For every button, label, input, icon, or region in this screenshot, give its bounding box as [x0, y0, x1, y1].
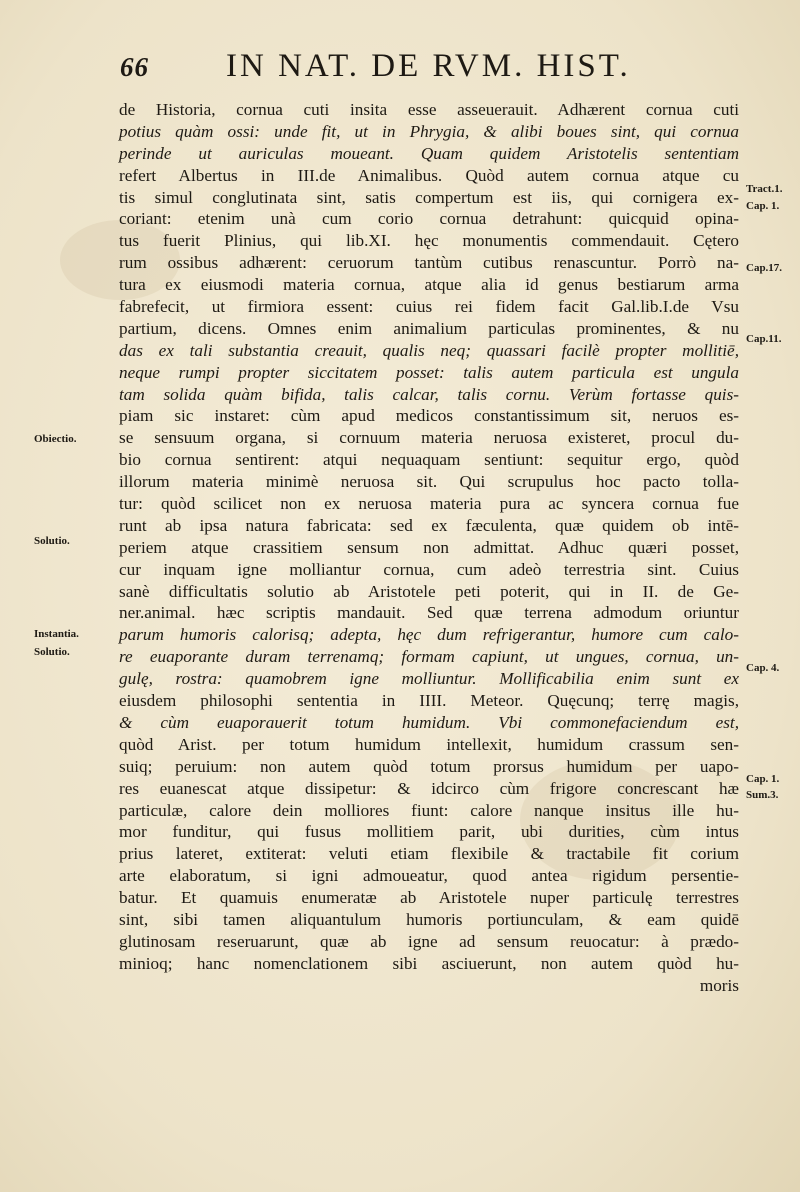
text-line: de Historia, cornua cuti insita esse asseuerauit. Adhærent cornua cuti	[119, 100, 739, 119]
text-line: re euaporante duram terrenamq; formam capiunt, ut ungues, cornua, un-	[119, 647, 739, 667]
text-line: runt ab ipsa natura fabricata: sed ex fæculenta, quæ quidem ob intē-	[119, 515, 739, 535]
margin-note-left: Instantia.	[34, 628, 79, 640]
margin-note-right: Cap.17.	[746, 262, 783, 274]
text-line: tus fuerit Plinius, qui lib.XI. hęc monumentis commendauit. Cętero	[119, 231, 739, 251]
text-line: particulæ, calore dein molliores fiunt: calore nanque insitus ille hu-	[119, 800, 739, 820]
text-line: se sensuum organa, si cornuum materia neruosa existeret, procul du-	[119, 428, 739, 448]
text-line: minioq; hanc nomenclationem sibi asciuerunt, non autem quòd hu-	[119, 953, 739, 973]
text-line: neque rumpi propter siccitatem posset: talis autem particula est ungula	[119, 362, 739, 382]
text-line: tura ex eiusmodi materia cornua, atque alia id genus bestiarum arma	[119, 275, 739, 295]
text-line: das ex tali substantia creauit, qualis neq; quassari facilè propter mollitiē,	[119, 340, 739, 360]
text-line: perinde ut auriculas moueant. Quam quidem Aristotelis sententiam	[119, 143, 739, 163]
text-line: periem atque crassitiem sensum non admittat. Adhuc quæri posset,	[119, 537, 739, 557]
margin-note-right: Sum.3.	[746, 789, 779, 801]
text-line: quòd Arist. per totum humidum intellexit, humidum crassum sen-	[119, 734, 739, 754]
text-line: mor funditur, qui fusus mollitiem parit, ubi durities, cùm intus	[119, 822, 739, 842]
text-line: coriant: etenim unà cum corio cornua detrahunt: quicquid opina-	[119, 209, 739, 229]
text-line: suiq; peruium: non autem quòd totum prorsus humidum per uapo-	[119, 756, 739, 776]
text-line: eiusdem philosophi sententia in IIII. Meteor. Quęcunq; terrę magis,	[119, 691, 739, 711]
text-line: rum ossibus adhærent: ceruorum tantùm cutibus renascuntur. Porrò na-	[119, 253, 739, 273]
text-line: gulę, rostra: quamobrem igne molliuntur. Mollificabilia enim sunt ex	[119, 669, 739, 689]
text-line: res euanescat atque dissipetur: & idcirco cùm frigore concrescant hæ	[119, 778, 739, 798]
text-line: prius lateret, extiterat: veluti etiam flexibile & tractabile fit corium	[119, 844, 739, 864]
text-line: sanè difficultatis solutio ab Aristotele peti poterit, qui in II. de Ge-	[119, 581, 739, 601]
text-line: & cùm euaporauerit totum humidum. Vbi commonefaciendum est,	[119, 712, 739, 732]
text-line: partium, dicens. Omnes enim animalium particulas prominentes, & nu	[119, 318, 739, 338]
margin-note-left: Solutio.	[34, 535, 70, 547]
margin-note-left: Solutio.	[34, 646, 70, 658]
text-line: sint, sibi tamen aliquantulum humoris portiunculam, & eam quidē	[119, 909, 739, 929]
text-line: refert Albertus in III.de Animalibus. Quòd autem cornua atque cu	[119, 165, 739, 185]
body-text	[119, 99, 739, 997]
margin-note-right: Cap.11.	[746, 333, 782, 345]
text-line: fabrefecit, ut firmiora essent: cuius rei fidem facit Gal.lib.I.de Vsu	[119, 297, 739, 317]
running-title: IN NAT. DE RVM. HIST.	[226, 48, 631, 84]
margin-note-right: Cap. 1.	[746, 200, 780, 212]
margin-note-right: Cap. 1.	[746, 773, 780, 785]
text-line: batur. Et quamuis enumeratæ ab Aristotele nuper particulę terrestres	[119, 888, 739, 908]
text-line: arte elaboratum, si igni admoueatur, quod antea rigidum persentie-	[119, 866, 739, 886]
margin-note-left: Obiectio.	[34, 433, 77, 445]
page-number: 66	[120, 52, 149, 82]
text-line: ner.animal. hæc scriptis mandauit. Sed quæ terrena admodum oriuntur	[119, 603, 739, 623]
margin-note-right: Tract.1.	[746, 183, 783, 195]
text-line: tis simul conglutinata sint, satis compertum est iis, qui cornigera ex-	[119, 187, 739, 207]
text-line: parum humoris calorisq; adepta, hęc dum refrigerantur, humore cum calo-	[119, 625, 739, 645]
text-line: tur: quòd scilicet non ex neruosa materia pura ac syncera cornua fue	[119, 494, 739, 514]
text-line: cur inquam igne molliantur cornua, cum adeò terrestria sint. Cuius	[119, 559, 739, 579]
text-line: piam sic instaret: cùm apud medicos constantissimum sit, neruos es-	[119, 406, 739, 426]
text-line: bio cornua sentirent: atqui nequaquam sentiunt: sequitur ergo, quòd	[119, 450, 739, 470]
text-line: moris	[699, 975, 739, 995]
margin-note-right: Cap. 4.	[746, 662, 780, 674]
text-line: tam solida quàm bifida, talis calcar, talis cornu. Verùm fortasse quis-	[119, 384, 739, 404]
page-header	[118, 48, 678, 98]
text-line: glutinosam reseruarunt, quæ ab igne ad sensum reuocatur: à prædo-	[119, 931, 739, 951]
text-line: potius quàm ossi: unde fit, ut in Phrygia, & alibi boues sint, qui cornua	[119, 121, 739, 141]
text-line: illorum materia minimè neruosa sit. Qui scrupulus hoc pacto tolla-	[119, 472, 739, 492]
